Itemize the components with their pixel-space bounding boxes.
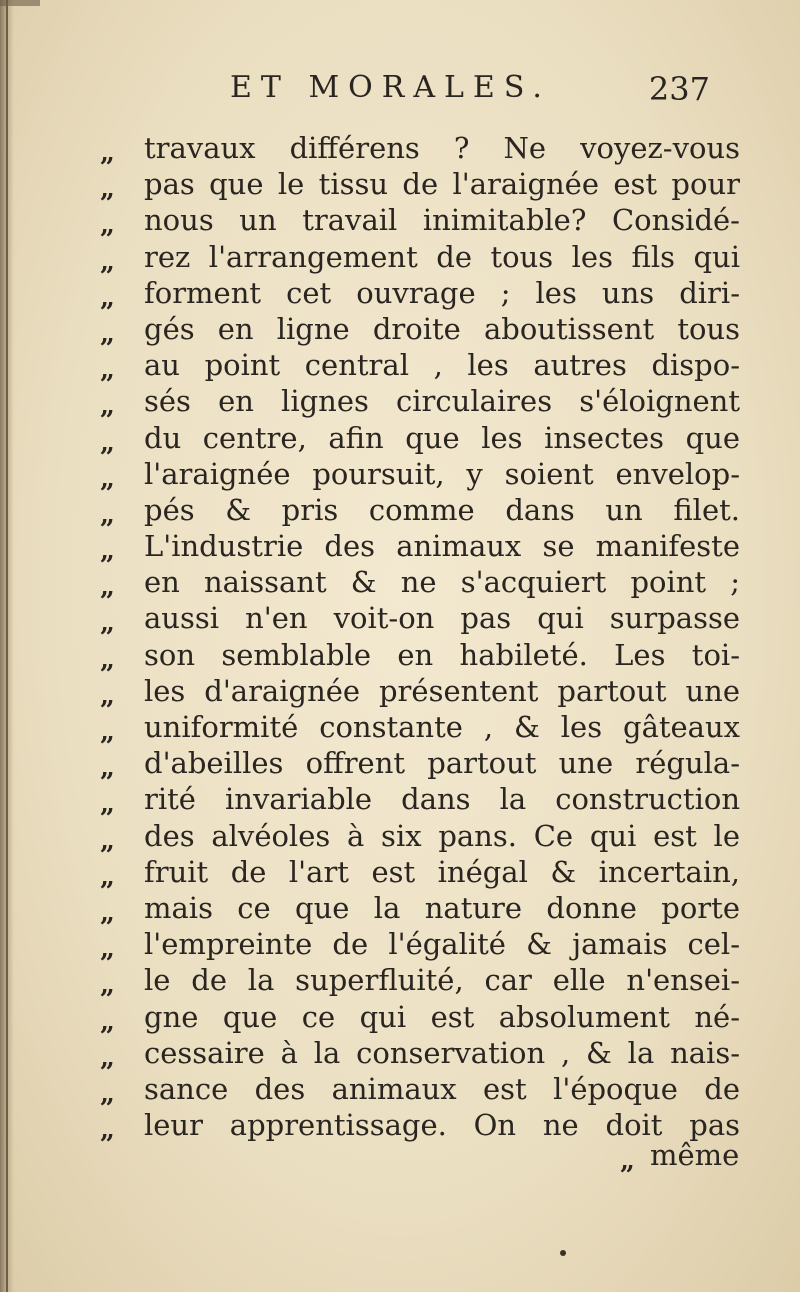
- line-text: en naissant & ne s'acquiert point ;: [144, 565, 740, 600]
- quote-mark: „: [100, 644, 115, 675]
- text-line: [100, 492, 740, 528]
- text-line: [100, 854, 740, 890]
- text-line: [100, 1071, 740, 1107]
- line-text: nous un travail inimitable? Considé-: [144, 203, 740, 238]
- text-line: [100, 962, 740, 1001]
- catchword-row: [620, 1138, 740, 1178]
- quote-mark: „: [100, 897, 115, 928]
- quote-mark: „: [100, 355, 115, 386]
- line-text: sés en lignes circulaires s'éloignent: [144, 384, 740, 419]
- line-text: les d'araignée présentent partout une: [144, 673, 740, 708]
- text-line: [100, 275, 740, 311]
- quote-mark: „: [100, 825, 115, 856]
- running-title: ET MORALES.: [230, 70, 551, 105]
- quote-mark: „: [100, 1006, 115, 1037]
- text-line: [100, 637, 740, 673]
- line-text: rité invariable dans la construction: [144, 782, 740, 817]
- catchword-quote-mark: „: [620, 1146, 635, 1176]
- text-line: [100, 999, 740, 1035]
- text-line: [100, 383, 740, 422]
- line-text: gne que ce qui est absolument né-: [144, 999, 740, 1034]
- line-text: aussi n'en voit-on pas qui surpasse: [144, 601, 740, 636]
- quote-mark: „: [100, 789, 115, 820]
- line-text: sance des animaux est l'époque de: [144, 1071, 740, 1106]
- quote-mark: „: [100, 680, 115, 711]
- text-line: [100, 745, 740, 784]
- quote-mark: „: [100, 318, 115, 349]
- text-line: [100, 926, 740, 965]
- text-line: [100, 202, 740, 241]
- quote-mark: „: [100, 608, 115, 639]
- line-text: travaux différens ? Ne voyez-vous: [144, 131, 740, 165]
- line-text: rez l'arrangement de tous les fils qui: [144, 239, 740, 274]
- page-header: [230, 70, 710, 114]
- binding-edge-line: [6, 0, 8, 1292]
- quote-mark: „: [100, 536, 115, 567]
- line-text: pas que le tissu de l'araignée est pour: [144, 167, 740, 202]
- page-corner-mark: [0, 0, 40, 6]
- line-text: L'industrie des animaux se manifeste: [144, 529, 740, 564]
- text-line: [100, 311, 740, 347]
- text-line: [100, 456, 740, 492]
- quote-mark: „: [100, 463, 115, 494]
- text-line: [100, 781, 740, 820]
- quote-mark: „: [100, 753, 115, 784]
- quote-mark: „: [100, 572, 115, 603]
- quote-mark: „: [100, 970, 115, 1001]
- text-line: [100, 564, 740, 603]
- line-text: du centre, afin que les insectes que: [144, 420, 740, 455]
- quote-mark: „: [100, 1115, 115, 1146]
- text-line: [100, 818, 740, 854]
- line-text: l'araignée poursuit, y soient envelop-: [144, 456, 740, 491]
- line-text: fruit de l'art est inégal & incertain,: [144, 854, 740, 889]
- line-text: leur apprentissage. On ne doit pas: [144, 1108, 740, 1143]
- catchword: même: [650, 1138, 740, 1172]
- quote-mark: „: [100, 174, 115, 205]
- page-number: 237: [648, 70, 710, 108]
- line-text: mais ce que la nature donne porte: [144, 890, 740, 925]
- quote-mark: „: [100, 717, 115, 747]
- quote-mark: „: [100, 499, 115, 530]
- text-line: [100, 709, 740, 745]
- text-line: [100, 347, 740, 386]
- line-text: gés en ligne droite aboutissent tous: [144, 311, 740, 346]
- quote-mark: „: [100, 138, 115, 168]
- text-line: [100, 600, 740, 639]
- text-line: [100, 239, 740, 275]
- quote-mark: „: [100, 246, 115, 277]
- line-text: des alvéoles à six pans. Ce qui est le: [144, 818, 740, 853]
- text-line: [100, 673, 740, 709]
- quote-mark: „: [100, 210, 115, 241]
- quote-mark: „: [100, 934, 115, 965]
- quote-mark: „: [100, 1042, 115, 1073]
- line-text: au point central , les autres dispo-: [144, 348, 740, 383]
- quote-mark: „: [100, 1078, 115, 1109]
- line-text: l'empreinte de l'égalité & jamais cel-: [144, 927, 740, 962]
- quote-mark: „: [100, 282, 115, 313]
- text-line: [100, 1035, 740, 1071]
- body-text: [100, 130, 740, 1146]
- line-text: pés & pris comme dans un filet.: [144, 492, 740, 527]
- quote-mark: „: [100, 861, 115, 892]
- text-line: [100, 130, 740, 166]
- line-text: cessaire à la conservation , & la nais-: [144, 1035, 740, 1070]
- line-text: le de la superfluité, car elle n'ensei-: [144, 963, 740, 998]
- ink-smudge: [560, 1250, 566, 1256]
- line-text: son semblable en habileté. Les toi-: [144, 637, 740, 672]
- line-text: uniformité constante , & les gâteaux: [144, 710, 740, 744]
- text-line: [100, 166, 740, 205]
- line-text: d'abeilles offrent partout une régula-: [144, 746, 740, 781]
- quote-mark: „: [100, 391, 115, 422]
- text-line: [100, 420, 740, 456]
- quote-mark: „: [100, 427, 115, 458]
- text-line: [100, 890, 740, 926]
- line-text: forment cet ouvrage ; les uns diri-: [144, 275, 740, 310]
- text-line: [100, 528, 740, 567]
